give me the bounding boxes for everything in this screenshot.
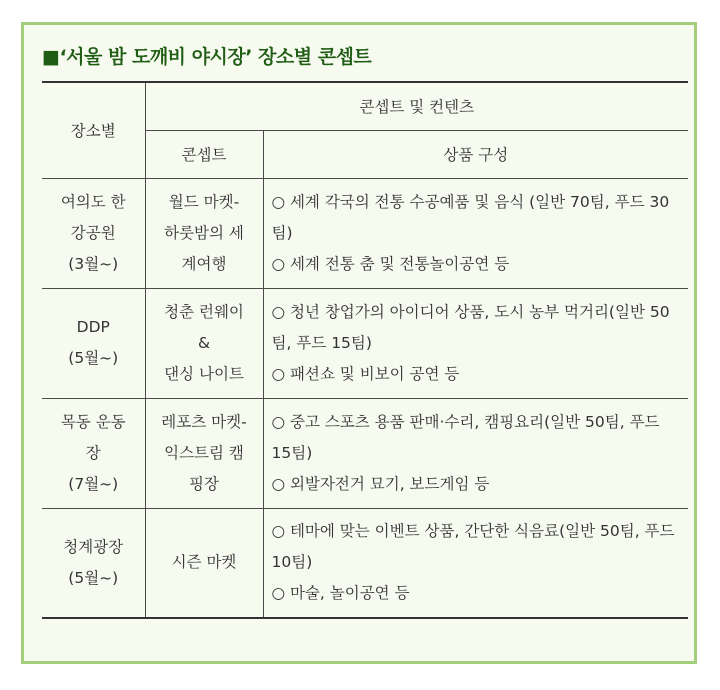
place-cell: 여의도 한 강공원 (3월~) xyxy=(42,178,145,288)
header-products: 상품 구성 xyxy=(263,130,688,178)
concept-table xyxy=(42,81,688,619)
concept-cell: 월드 마켓- 하룻밤의 세 계여행 xyxy=(145,178,263,288)
table-row xyxy=(42,288,688,398)
table-row xyxy=(42,398,688,508)
products-cell: ○ 테마에 맞는 이벤트 상품, 간단한 식음료(일반 50팀, 푸드 10팀) ○ 마술, 놀이공연 등 xyxy=(263,508,688,618)
place-cell: 청계광장 (5월~) xyxy=(42,508,145,618)
section-title: ■‘서울 밤 도깨비 야시장’ 장소별 콘셉트 xyxy=(42,46,372,68)
products-cell: ○ 세계 각국의 전통 수공예품 및 음식 (일반 70팀, 푸드 30팀) ○ 세계 전통 춤 및 전통놀이공연 등 xyxy=(263,178,688,288)
products-cell: ○ 청년 창업가의 아이디어 상품, 도시 농부 먹거리(일반 50팀, 푸드 15팀) ○ 패션쇼 및 비보이 공연 등 xyxy=(263,288,688,398)
place-cell: DDP (5월~) xyxy=(42,288,145,398)
header-concept: 콘셉트 xyxy=(145,130,263,178)
products-cell: ○ 중고 스포츠 용품 판매·수리, 캠핑요리(일반 50팀, 푸드 15팀) ○ 외발자전거 묘기, 보드게임 등 xyxy=(263,398,688,508)
table-row xyxy=(42,508,688,618)
header-place: 장소별 xyxy=(42,82,145,178)
concept-cell: 레포츠 마켓- 익스트림 캠 핑장 xyxy=(145,398,263,508)
concept-cell: 청춘 런웨이 & 댄싱 나이트 xyxy=(145,288,263,398)
concept-cell: 시즌 마켓 xyxy=(145,508,263,618)
header-concept-content: 콘셉트 및 컨텐츠 xyxy=(145,82,688,130)
table-row xyxy=(42,178,688,288)
content-box xyxy=(21,22,697,664)
place-cell: 목동 운동 장 (7월~) xyxy=(42,398,145,508)
